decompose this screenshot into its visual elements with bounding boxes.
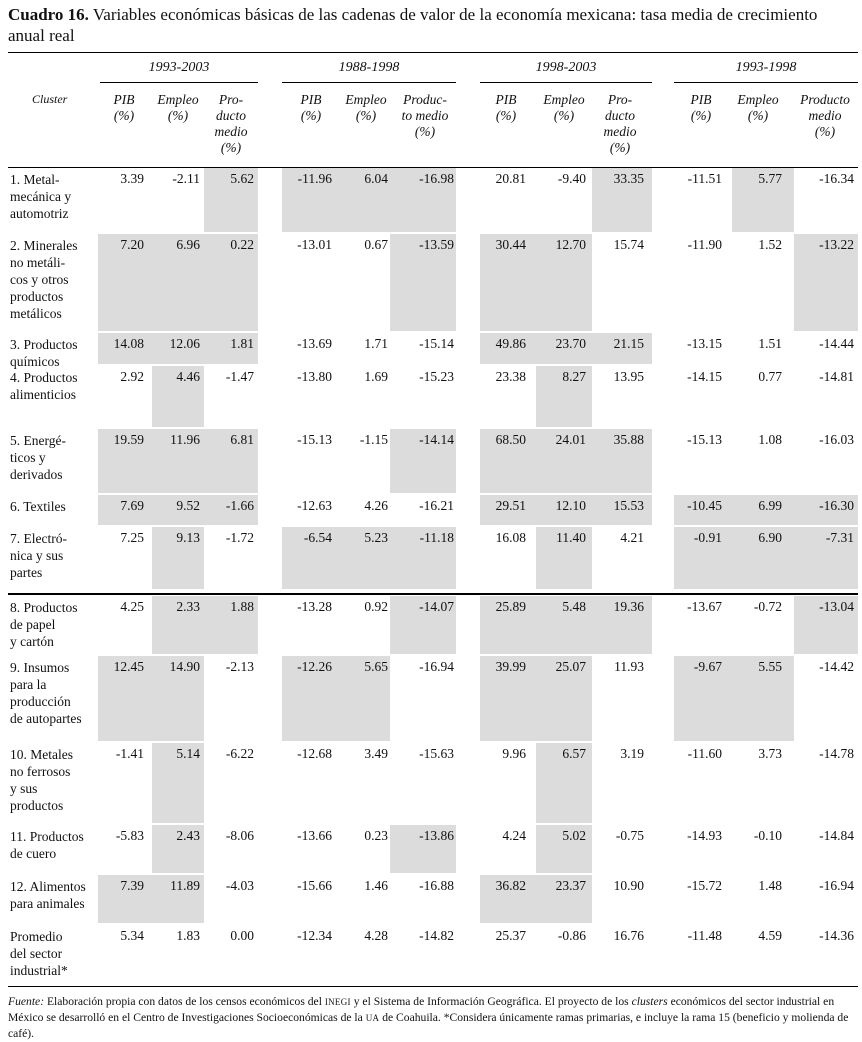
table-cell: 25.07 [555,659,586,674]
table-cell: -10.45 [687,498,722,513]
table-cell: 20.81 [495,171,526,186]
table-cell: 16.08 [495,530,526,545]
table-title [8,4,854,46]
table-cell: 5.55 [758,659,782,674]
section-divider [8,593,858,595]
row-label: 8. Productos de papel y cartón [10,600,78,649]
table-cell: -15.63 [419,746,454,761]
table-cell: -2.13 [225,659,254,674]
table-cell: 5.62 [230,171,254,186]
table-cell: 4.21 [620,530,644,545]
table-cell: 6.04 [364,171,388,186]
table-cell: -14.44 [819,336,854,351]
table-cell: 1.81 [230,336,254,351]
table-cell: 35.88 [613,432,644,447]
table-cell: -16.21 [419,498,454,513]
table-cell: 49.86 [495,336,526,351]
table-cell: -0.86 [557,928,586,943]
table-cell: 9.96 [502,746,526,761]
table-cell: -14.07 [419,599,454,614]
table-cell: -14.14 [419,432,454,447]
table-cell: 0.00 [230,928,254,943]
table-cell: -13.80 [297,369,332,384]
table-cell: 9.52 [176,498,200,513]
table-cell: -16.30 [819,498,854,513]
table-cell: 1.69 [364,369,388,384]
table-cell: 5.65 [364,659,388,674]
table-cell: 19.59 [113,432,144,447]
column-group-1988-1998: 1988-1998 [338,60,400,75]
footnote: Fuente: Elaboración propia con datos de los censos económicos del INEGI y el Sistema de Información Geográfica. El proyecto de los clusters económicos del sector industrial en México se desarrolló en el Centro de Investigaciones Socioeconómicas de la UA de Coahuila. *Considera únicamente ramas primarias, e incluye la rama 15 (beneficio y molienda de café). [8,995,849,1040]
table-cell: -12.26 [297,659,332,674]
column-group-rule [100,82,258,83]
table-cell: 13.95 [613,369,644,384]
table-cell: -15.72 [687,878,722,893]
column-header: PIB (%) [495,92,517,123]
table-cell: -16.94 [819,878,854,893]
table-cell: -12.63 [297,498,332,513]
table-cell: -14.78 [819,746,854,761]
table-cell: 6.90 [758,530,782,545]
table-cell: 5.48 [562,599,586,614]
table-cell: 2.33 [176,599,200,614]
column-header: Produc- to medio (%) [401,92,449,139]
top-rule [8,52,858,53]
table-cell: 68.50 [495,432,526,447]
table-cell: 23.70 [555,336,586,351]
table-cell: 15.74 [613,237,644,252]
table-cell: -0.72 [753,599,782,614]
table-cell: -0.75 [615,828,644,843]
column-group-rule [282,82,456,83]
table-cell: 4.25 [120,599,144,614]
row-label: 9. Insumos para la producción de autopartes [10,660,82,726]
table-cell: 0.67 [364,237,388,252]
table-cell: 1.52 [758,237,782,252]
row-label: 11. Productos de cuero [10,829,84,861]
table-cell: 0.77 [758,369,782,384]
footnote-label: Fuente: [8,995,45,1008]
row-label: Promedio del sector industrial* [10,929,68,978]
table-cell: 10.90 [613,878,644,893]
column-header: PIB (%) [113,92,135,123]
table-cell: 0.23 [364,828,388,843]
table-cell: -11.60 [687,746,722,761]
table-cell: 5.34 [120,928,144,943]
table-cell: 6.99 [758,498,782,513]
table-cell: 4.28 [364,928,388,943]
table-cell: -5.83 [115,828,144,843]
table-cell: -13.69 [297,336,332,351]
table-cell: -1.47 [225,369,254,384]
table-cell: 24.01 [555,432,586,447]
table-cell: 12.45 [113,659,144,674]
table-cell: -9.40 [557,171,586,186]
table-cell: 4.46 [176,369,200,384]
table-cell: 29.51 [495,498,526,513]
table-cell: 12.06 [169,336,200,351]
table-caption: Variables económicas básicas de las cadenas de valor de la economía mexicana: tasa media de crecimiento anual real [8,5,818,45]
table-cell: 11.40 [556,530,586,545]
column-group-rule [674,82,858,83]
table-cell: -13.15 [687,336,722,351]
table-cell: 23.38 [495,369,526,384]
table-cell: 14.90 [169,659,200,674]
table-cell: 4.59 [758,928,782,943]
table-cell: -12.34 [297,928,332,943]
table-cell: 9.13 [176,530,200,545]
table-cell: 3.39 [120,171,144,186]
table-cell: 5.77 [758,171,782,186]
column-header: Pro- ducto medio (%) [603,92,637,155]
table-cell: -14.42 [819,659,854,674]
table-cell: 0.22 [230,237,254,252]
table-cell: 7.69 [120,498,144,513]
table-cell: -14.82 [419,928,454,943]
table-cell: -13.66 [297,828,332,843]
table-cell: 25.37 [495,928,526,943]
table-cell: 36.82 [495,878,526,893]
table-cell: -11.96 [297,171,332,186]
table-number: Cuadro 16. [8,5,89,24]
table-cell: -13.28 [297,599,332,614]
table-cell: 5.23 [364,530,388,545]
table-cell: 16.76 [613,928,644,943]
table-cell: 6.81 [230,432,254,447]
column-header: Empleo (%) [345,92,387,123]
table-cell: -1.15 [359,432,388,447]
table-cell: -11.18 [419,530,454,545]
row-label: 7. Electró- nica y sus partes [10,531,67,580]
table-cell: 6.57 [562,746,586,761]
table-cell: -15.13 [687,432,722,447]
table-cell: -15.14 [419,336,454,351]
table-cell: 7.39 [120,878,144,893]
table-cell: 25.89 [495,599,526,614]
table-cell: -14.15 [687,369,722,384]
column-header: Empleo (%) [157,92,199,123]
table-cell: -13.04 [819,599,854,614]
table-cell: -11.48 [687,928,722,943]
table-cell: 7.20 [120,237,144,252]
table-cell: -8.06 [225,828,254,843]
table-cell: -13.86 [419,828,454,843]
table-cell: 12.70 [555,237,586,252]
row-label: 2. Minerales no metáli- cos y otros productos metálicos [10,238,78,321]
table-cell: 1.71 [364,336,388,351]
table-cell: 5.02 [562,828,586,843]
table-cell: 23.37 [555,878,586,893]
table-cell: -6.22 [225,746,254,761]
row-label: 1. Metal- mecánica y automotriz [10,172,72,221]
table-cell: -14.81 [819,369,854,384]
table-cell: 1.51 [758,336,782,351]
table-cell: -1.72 [225,530,254,545]
table-cell: 11.89 [170,878,200,893]
table-cell: 11.93 [614,659,644,674]
table-cell: -15.13 [297,432,332,447]
table-cell: -14.93 [687,828,722,843]
column-header: Empleo (%) [543,92,585,123]
column-group-1993-2003: 1993-2003 [148,60,210,75]
row-label: 6. Textiles [10,499,66,514]
table-cell: 7.25 [120,530,144,545]
table-cell: 1.08 [758,432,782,447]
table-cell: -1.66 [225,498,254,513]
table-cell: 1.46 [364,878,388,893]
table-cell: 4.26 [364,498,388,513]
column-header: Pro- ducto medio (%) [214,92,248,155]
table-cell: 1.88 [230,599,254,614]
table-cell: -2.11 [172,171,200,186]
table-cell: 14.08 [113,336,144,351]
column-group-1998-2003: 1998-2003 [535,60,597,75]
table-cell: -14.36 [819,928,854,943]
table-cell: 1.48 [758,878,782,893]
column-header: PIB (%) [300,92,322,123]
table-cell: -16.34 [819,171,854,186]
row-label: 10. Metales no ferrosos y sus productos [10,747,73,813]
row-label: 5. Energé- ticos y derivados [10,433,66,482]
table-cell: -0.10 [753,828,782,843]
table-cell: -16.88 [419,878,454,893]
table-cell: 4.24 [502,828,526,843]
table-cell: -12.68 [297,746,332,761]
table-cell: 39.99 [495,659,526,674]
table-cell: 0.92 [364,599,388,614]
table-cell: 1.83 [176,928,200,943]
table-cell: 19.36 [613,599,644,614]
table-cell: -9.67 [693,659,722,674]
table-cell: 11.96 [170,432,200,447]
table-cell: -0.91 [693,530,722,545]
table-cell: 3.19 [620,746,644,761]
table-cell: 33.35 [613,171,644,186]
table-cell: 2.92 [120,369,144,384]
row-label: 4. Productos alimenticios [10,370,78,402]
table-cell: -15.23 [419,369,454,384]
table-cell: -11.90 [687,237,722,252]
column-header: PIB (%) [690,92,712,123]
table-cell: -7.31 [825,530,854,545]
column-group-1993-1998: 1993-1998 [735,60,797,75]
table-cell: -14.84 [819,828,854,843]
table-cell: -4.03 [225,878,254,893]
cluster-column-header: Cluster [32,92,68,106]
table-cell: -15.66 [297,878,332,893]
table-cell: -13.22 [819,237,854,252]
table-cell: 15.53 [613,498,644,513]
table-cell: -16.03 [819,432,854,447]
table-cell: -13.59 [419,237,454,252]
table-cell: 3.49 [364,746,388,761]
column-group-rule [480,82,652,83]
table-cell: 5.14 [176,746,200,761]
table-cell: -13.01 [297,237,332,252]
table-cell: -1.41 [115,746,144,761]
table-cell: -11.51 [687,171,722,186]
table-cell: 12.10 [555,498,586,513]
bottom-rule [8,986,858,987]
table-cell: -13.67 [687,599,722,614]
table-cell: 3.73 [758,746,782,761]
table-cell: 8.27 [562,369,586,384]
table-cell: 21.15 [613,336,644,351]
row-label: 12. Alimentos para animales [10,879,86,911]
table-cell: -6.54 [303,530,332,545]
column-header: Producto medio (%) [800,92,850,139]
table-cell: 30.44 [495,237,526,252]
table-cell: -16.98 [419,171,454,186]
row-label: 3. Productos químicos [10,337,78,369]
table-cell: 2.43 [176,828,200,843]
column-header: Empleo (%) [737,92,779,123]
table-cell: -16.94 [419,659,454,674]
table-cell: 6.96 [176,237,200,252]
